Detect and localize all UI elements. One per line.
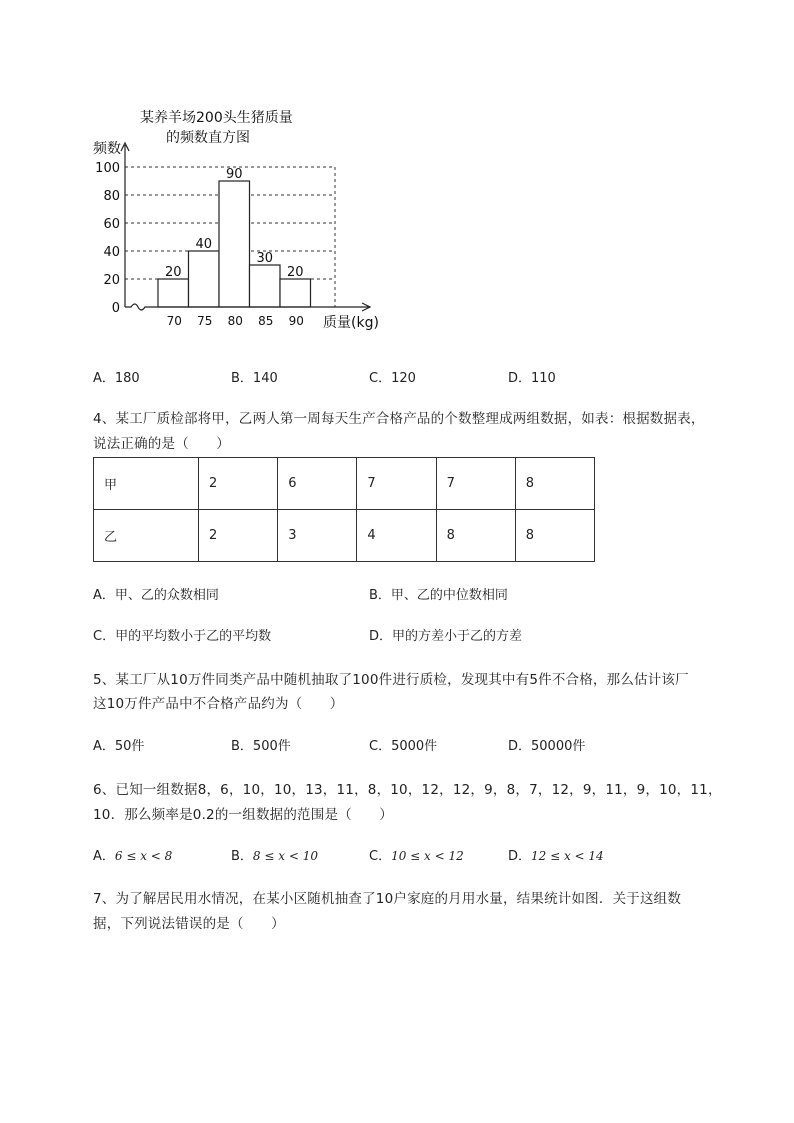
q4-data-table xyxy=(93,457,595,562)
y-tick-label: 60 xyxy=(103,217,120,232)
q4-option-a: A．甲、乙的众数相同 xyxy=(93,588,219,603)
option-letter: C． xyxy=(369,849,392,864)
table-cell: 2 xyxy=(199,458,278,510)
x-tick-label: 80 xyxy=(227,314,243,328)
bar-data-label: 90 xyxy=(225,167,243,182)
table-row xyxy=(94,458,595,510)
option-inequality: 10 ≤ x < 12 xyxy=(391,849,464,863)
q3-option-b: B．140 xyxy=(231,371,278,386)
table-cell: 4 xyxy=(357,510,436,562)
bar-data-label: 20 xyxy=(286,265,304,280)
x-tick-label: 70 xyxy=(166,314,182,328)
table-cell: 8 xyxy=(515,510,594,562)
q3-option-c: C．120 xyxy=(369,371,416,386)
option-inequality: 6 ≤ x < 8 xyxy=(114,849,173,863)
option-letter: A． xyxy=(93,849,115,864)
table-cell: 8 xyxy=(436,510,515,562)
option-letter: D． xyxy=(508,849,532,864)
histogram-bar xyxy=(280,279,311,307)
table-cell: 6 xyxy=(278,458,357,510)
x-axis-label: 质量(kg) xyxy=(323,315,379,331)
q4-option-c: C．甲的平均数小于乙的平均数 xyxy=(93,629,272,644)
q6-stem-line1: 6、已知一组数据8，6，10，10，13，11，8，10，12，12，9，8，7，12，9，11，9，10，11， xyxy=(93,782,722,798)
q7-stem-line1: 7、为了解居民用水情况，在某小区随机抽查了10户家庭的月用水量，结果统计如图．关于这组数 xyxy=(93,891,682,907)
bar-data-label: 30 xyxy=(256,251,274,266)
table-cell: 乙 xyxy=(94,510,199,562)
table-cell: 甲 xyxy=(94,458,199,510)
chart-title-line1: 某养羊场200头生猪质量 xyxy=(140,110,293,126)
bar-data-label: 20 xyxy=(164,265,182,280)
q5-stem-line2: 这10万件产品中不合格产品约为（ ） xyxy=(93,696,344,712)
x-tick-label: 90 xyxy=(288,314,304,328)
q4-stem-line2: 说法正确的是（ ） xyxy=(93,436,230,452)
q3-option-a: A．180 xyxy=(93,371,140,386)
y-tick-label: 0 xyxy=(111,301,120,316)
bar-data-label: 40 xyxy=(195,237,213,252)
option-letter: B． xyxy=(231,849,253,864)
y-tick-label: 100 xyxy=(95,161,120,176)
q6-option-b xyxy=(231,845,318,864)
q5-option-d: D．50000件 xyxy=(508,739,586,754)
table-cell: 2 xyxy=(199,510,278,562)
q6-stem-line2: 10．那么频率是0.2的一组数据的范围是（ ） xyxy=(93,807,393,823)
y-tick-label: 80 xyxy=(103,189,120,204)
q4-stem-line1: 4、某工厂质检部将甲，乙两人第一周每天生产合格产品的个数整理成两组数据，如表：根据数据表， xyxy=(93,411,705,427)
q3-option-d: D．110 xyxy=(508,371,556,386)
q5-option-a: A．50件 xyxy=(93,739,145,754)
table-cell: 7 xyxy=(357,458,436,510)
histogram-bar xyxy=(250,265,281,307)
histogram-bar xyxy=(219,181,250,307)
y-axis-label: 频数 xyxy=(93,141,121,157)
frequency-histogram xyxy=(90,105,390,337)
table-cell: 7 xyxy=(436,458,515,510)
x-tick-label: 75 xyxy=(197,314,213,328)
table-cell: 8 xyxy=(515,458,594,510)
q6-option-d xyxy=(508,845,604,864)
histogram-bar xyxy=(189,251,220,307)
q5-option-b: B．500件 xyxy=(231,739,291,754)
option-inequality: 8 ≤ x < 10 xyxy=(252,849,318,863)
q5-stem-line1: 5、某工厂从10万件同类产品中随机抽取了100件进行质检，发现其中有5件不合格，那么估计该厂 xyxy=(93,672,689,688)
chart-title-line2: 的频数直方图 xyxy=(166,130,250,146)
option-inequality: 12 ≤ x < 14 xyxy=(531,849,604,863)
q7-stem-line2: 据，下列说法错误的是（ ） xyxy=(93,916,285,932)
table-cell: 3 xyxy=(278,510,357,562)
y-tick-label: 20 xyxy=(103,273,120,288)
q4-option-b: B．甲、乙的中位数相同 xyxy=(369,588,508,603)
q6-option-a xyxy=(93,845,172,864)
q6-option-c xyxy=(369,845,464,864)
y-tick-label: 40 xyxy=(103,245,120,260)
q4-option-d: D．甲的方差小于乙的方差 xyxy=(369,629,523,644)
histogram-bar xyxy=(158,279,189,307)
q5-option-c: C．5000件 xyxy=(369,739,438,754)
x-tick-label: 85 xyxy=(258,314,274,328)
table-row xyxy=(94,510,595,562)
